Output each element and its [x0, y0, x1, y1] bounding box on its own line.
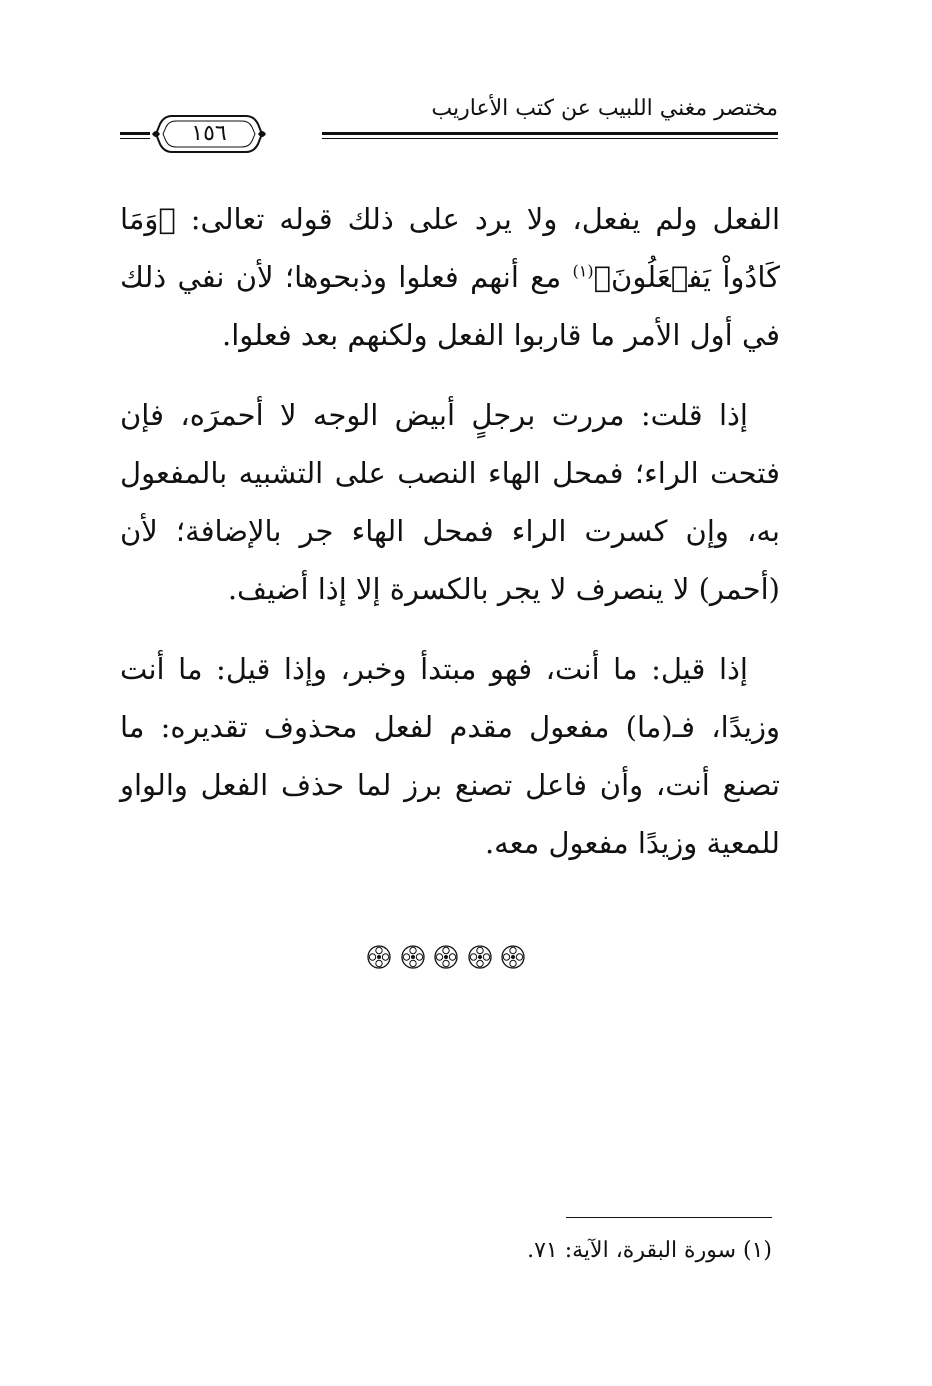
- page-number-badge: [150, 110, 268, 158]
- floral-ornament-icon: [400, 944, 426, 970]
- page-number: ١٥٦: [191, 121, 227, 146]
- paragraph-3: إذا قيل: ما أنت، فهو مبتدأ وخبر، وإذا قيل: ما أنت وزيدًا، فـ(ما) مفعول مقدم لفعل محذوف تقديره: ما تصنع أنت، وأن فاعل تصنع برز لما حذف الفعل والواو للمعية وزيدًا مفعول معه.: [120, 652, 780, 860]
- header-rule-left-thick: [120, 132, 150, 135]
- quran-quote: ﴿وَمَا كَادُواْ يَفۡعَلُونَ﴾: [120, 202, 780, 294]
- floral-ornament-icon: [500, 944, 526, 970]
- footnote-separator: [566, 1217, 772, 1218]
- footnote-ref-1[interactable]: (١): [572, 261, 594, 281]
- paragraph-1-text-b: مع أنهم فعلوا وذبحوها؛ لأن نفي ذلك في أول الأمر ما قاربوا الفعل ولكنهم بعد فعلوا.: [120, 260, 780, 352]
- floral-ornament-icon: [366, 944, 392, 970]
- header-rule-thin: [322, 138, 778, 139]
- page-header: [120, 92, 778, 162]
- main-text: [120, 190, 780, 894]
- paragraph-2: إذا قلت: مررت برجلٍ أبيض الوجه لا أحمرَه، فإن فتحت الراء؛ فمحل الهاء النصب على التشبيه بالمفعول به، وإن كسرت الراء فمحل الهاء جر بالإضافة؛ لأن (أحمر) لا ينصرف لا يجر بالكسرة إلا إذا أضيف.: [120, 398, 780, 606]
- paragraph-1-text-a: الفعل ولم يفعل، ولا يرد على ذلك قوله تعالى:: [175, 202, 780, 236]
- floral-ornament-icon: [467, 944, 493, 970]
- section-divider-ornaments: [366, 944, 526, 974]
- floral-ornament-icon: [433, 944, 459, 970]
- header-rule-left-thin: [120, 138, 150, 139]
- running-title: مختصر مغني اللبيب عن كتب الأعاريب: [431, 96, 778, 121]
- paragraph-1: [120, 190, 780, 364]
- header-rule-thick: [322, 132, 778, 135]
- footnote-1: (١) سورة البقرة، الآية: ٧١.: [527, 1238, 772, 1263]
